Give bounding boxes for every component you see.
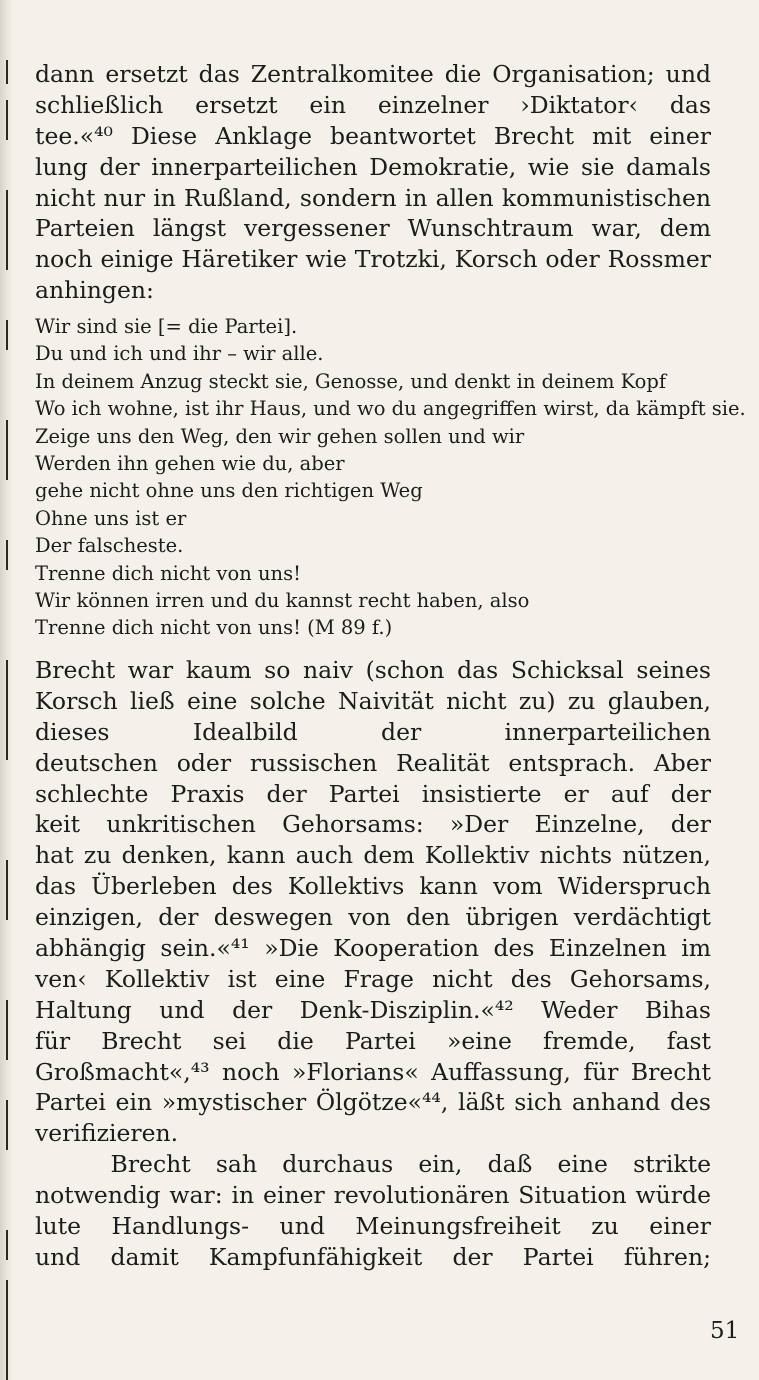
text-line: dann ersetzt das Zentralkomitee die Organisation; und xyxy=(35,60,711,88)
verse-line: Der falscheste. xyxy=(35,534,184,558)
text-line: lute Handlungs- und Meinungsfreiheit zu einer xyxy=(35,1211,711,1240)
verse-line: Zeige uns den Weg, den wir gehen sollen und wir xyxy=(35,424,525,448)
verse-line: Wir sind sie [= die Partei]. xyxy=(35,315,298,338)
verse-line: gehe nicht ohne uns den richtigen Weg xyxy=(35,479,423,503)
paragraph-3 xyxy=(35,1149,711,1273)
text-line: dieses Idealbild der innerparteilichen xyxy=(35,717,711,746)
text-line: lung der innerparteilichen Demokratie, wie sie damals xyxy=(35,152,711,181)
verse-line: Ohne uns ist er xyxy=(35,506,187,530)
text-line: Korsch ließ eine solche Naivität nicht zu) zu glauben, xyxy=(35,686,711,715)
text-line: anhingen: xyxy=(35,276,154,305)
paragraph-1 xyxy=(35,59,711,306)
text-line: verifizieren. xyxy=(35,1119,179,1148)
text-line: einzigen, der deswegen von den übrigen verdächtigt xyxy=(35,903,711,932)
text-line: und damit Kampfunfähigkeit der Partei führen; xyxy=(35,1242,711,1271)
text-line: Brecht sah durchaus ein, daß eine strikte xyxy=(110,1150,711,1178)
spine-mark xyxy=(6,190,8,270)
spine-mark xyxy=(6,660,8,760)
text-line: abhängig sein.«⁴¹ »Die Kooperation des Einzelnen im xyxy=(35,934,711,963)
text-line: tee.«⁴⁰ Diese Anklage beantwortet Brecht mit einer xyxy=(35,121,711,150)
text-line: schlechte Praxis der Partei insistierte er auf der xyxy=(35,779,711,808)
verse-line: Trenne dich nicht von uns! (M 89 f.) xyxy=(35,616,393,640)
spine-mark xyxy=(6,60,8,84)
text-line: deutschen oder russischen Realität entsprach. Aber xyxy=(35,748,711,777)
spine-mark xyxy=(6,1000,8,1060)
verse-quote xyxy=(35,313,746,642)
text-line: schließlich ersetzt ein einzelner ›Diktator‹ das xyxy=(35,90,711,119)
text-line: für Brecht sei die Partei »eine fremde, fast xyxy=(35,1026,711,1055)
spine-mark xyxy=(6,1100,8,1150)
text-line: noch einige Häretiker wie Trotzki, Korsch oder Rossmer xyxy=(35,245,711,274)
text-line: hat zu denken, kann auch dem Kollektiv nichts nützen, xyxy=(35,841,711,870)
page-number: 51 xyxy=(710,1318,740,1344)
paragraph-2 xyxy=(35,655,711,1149)
text-line: Haltung und der Denk-Disziplin.«⁴² Weder Bihas xyxy=(35,995,711,1024)
spine-mark xyxy=(6,1230,8,1260)
text-line: Partei ein »mystischer Ölgötze«⁴⁴, läßt sich anhand des xyxy=(35,1088,711,1117)
spine-mark xyxy=(6,320,8,350)
text-line: ven‹ Kollektiv ist eine Frage nicht des Gehorsams, xyxy=(35,964,711,993)
spine-mark xyxy=(6,420,8,480)
text-line: Parteien längst vergessener Wunschtraum war, dem xyxy=(35,214,711,243)
text-line: notwendig war: in einer revolutionären Situation würde xyxy=(35,1180,711,1209)
text-line: nicht nur in Rußland, sondern in allen kommunistischen xyxy=(35,183,711,212)
text-line: das Überleben des Kollektivs kann vom Widerspruch xyxy=(35,872,711,901)
verse-line: Du und ich und ihr – wir alle. xyxy=(35,342,324,366)
verse-line: Wir können irren und du kannst recht haben, also xyxy=(35,589,530,613)
spine-mark xyxy=(6,1280,8,1380)
verse-line: Werden ihn gehen wie du, aber xyxy=(35,452,345,476)
text-line: keit unkritischen Gehorsams: »Der Einzelne, der xyxy=(35,810,711,839)
spine-mark xyxy=(6,540,8,570)
spine-mark xyxy=(6,100,8,140)
text-line: Brecht war kaum so naiv (schon das Schicksal seines xyxy=(35,656,711,684)
text-line: Großmacht«,⁴³ noch »Florians« Auffassung, für Brecht xyxy=(35,1057,711,1086)
verse-line: Trenne dich nicht von uns! xyxy=(35,561,301,585)
spine-mark xyxy=(6,860,8,920)
verse-line: In deinem Anzug steckt sie, Genosse, und denkt in deinem Kopf xyxy=(35,369,667,393)
verse-line: Wo ich wohne, ist ihr Haus, und wo du angegriffen wirst, da kämpft sie. xyxy=(35,397,746,421)
